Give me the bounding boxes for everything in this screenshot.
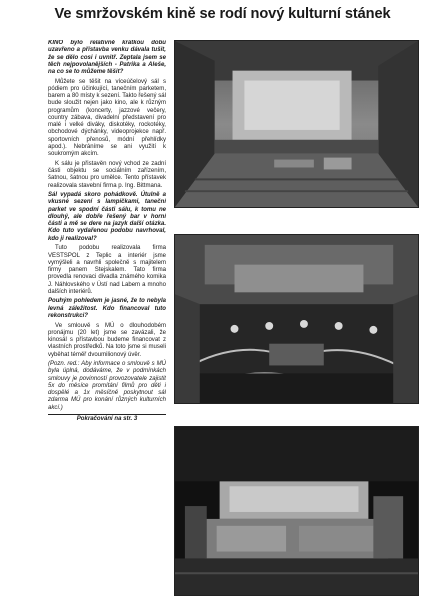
article-paragraph: Můžete se těšit na víceúčelový sál s pódiem pro účinkující, tanečním parketem, barem a 80 místy k sezení. Takto řešený sál bude sloužit nejen jako kino, ale k různým programům (koncerty, jazzové večery, country zábava, divadelní představení pro malé i velké diváky, diskotéky, rockotéky, obchodové dýchánky, videoprojekce např. sportovních přenosů, módní přehlídky apod.). Nebráníme se ani využití k soukromým akcím. (48, 78, 166, 158)
photo-cinema-interior-seating (174, 234, 419, 404)
article-paragraph: K sálu je přistavěn nový vchod ze zadní části objektu se sociálním zařízením, šatnou, šatnou pro umělce. Tento přístavek realizovala stavební firma p. Ing. Bittmana. (48, 160, 166, 189)
photo-cinema-stage-construction (174, 426, 419, 596)
article-question: Pouhým pohledem je jasné, že to nebyla levná záležitost. Kdo financoval tuto rekonstrukci? (48, 298, 166, 319)
article-paragraph: Ve smlouvě s MÚ o dlouhodobém pronájmu (20 let) jsme se zavázali, že kinosál s přístavbou budeme financovat z vlastních prostředků. Na toto jsme si museli vyběhat téměř dvoumilionový úvěr. (48, 322, 166, 358)
article-paragraph: Tuto podobu realizovala firma VESTSPOL z Teplic a interiér jsme vymýšleli a navrhli společně s majitelem firmy panem Stejskalem. Tato firma provedla renovaci divadla známého komika J. Náhlovského v Ústí nad Labem a mnoho dalších interiérů. (48, 245, 166, 295)
article-headline: Ve smržovském kině se rodí nový kulturní stánek (54, 6, 391, 22)
editor-note: (Pozn. red.: Aby informace o smlouvě s MÚ byla úplná, dodáváme, že v podmínkách smlouvy je povinností provozovatele zajistit 5x do měsíce promítání filmů pro děti i dospělé a 1x měsíčně poskytnout sál zdarma MÚ pro konání různých kulturních akcí.) (48, 361, 166, 411)
article-text-column (48, 40, 166, 598)
article-question: Sál vypadá skoro pohádkově. Útulně a vkusné sezení s lampičkami, taneční parket ve spodní části sálu, k tomu ne dlouhý, ale dobře řešený bar v horní části a mě se dere na jazyk další otázka. Kdo tuto vydařenou podobu navrhoval, kdo ji realizoval? (48, 192, 166, 242)
article-intro: KINO bylo relativně krátkou dobu uzavřeno a přístavba venku dávala tušit, že se dělo cosi i uvnitř. Zeptala jsem se těch nejpovolanějších - Patrika a Aleše, na co se to můžeme těšit? (48, 40, 166, 75)
continuation-note: Pokračování na str. 3 (48, 414, 166, 423)
photo-cinema-hall-renovation (174, 40, 419, 208)
